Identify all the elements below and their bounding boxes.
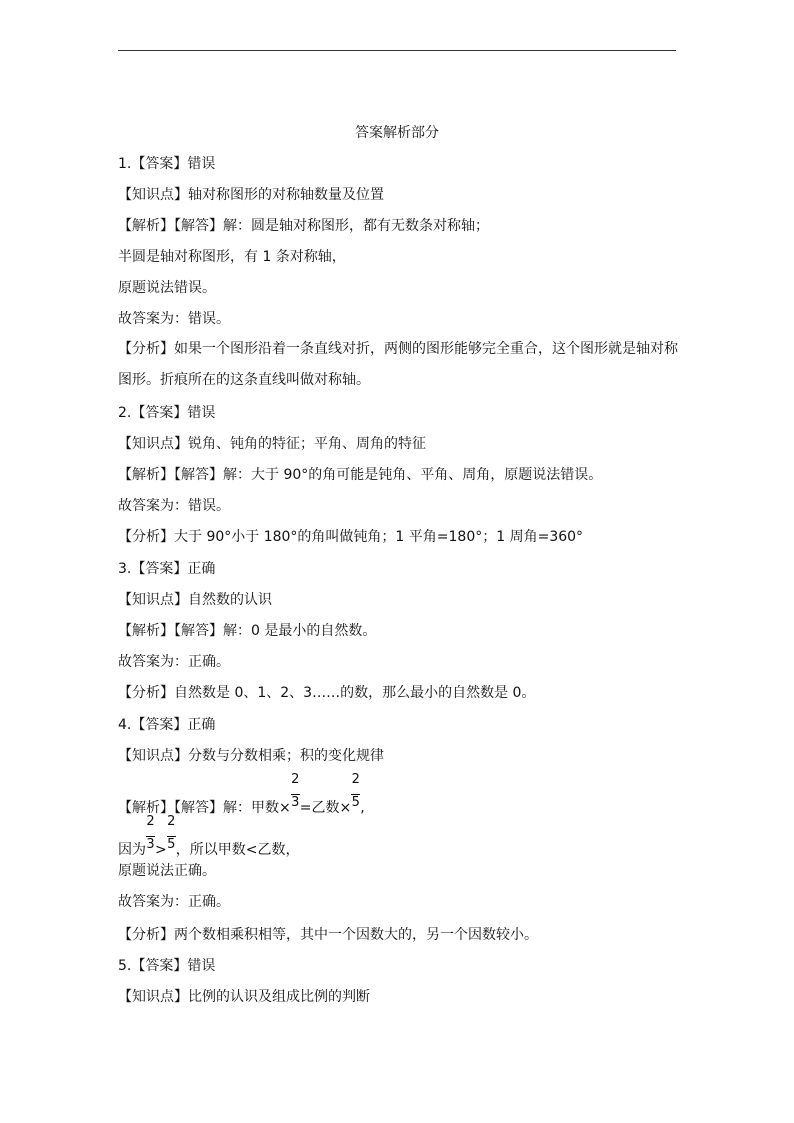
q1-knowledge: 【知识点】轴对称图形的对称轴数量及位置: [118, 187, 384, 203]
q4-answer: 4.【答案】正确: [118, 717, 216, 733]
fraction-denominator: 3: [291, 795, 300, 810]
q4-knowledge: 【知识点】分数与分数相乘；积的变化规律: [118, 748, 384, 764]
q1-answer: 1.【答案】错误: [118, 156, 216, 172]
q3-knowledge: 【知识点】自然数的认识: [118, 592, 272, 608]
q1-explain-3: 原题说法错误。: [118, 280, 216, 296]
fraction-denominator: 3: [146, 837, 155, 852]
q2-explain-1: 【解析】【解答】解：大于 90°的角可能是钝角、平角、周角，原题说法错误。: [118, 467, 603, 483]
q2-answer: 2.【答案】错误: [118, 405, 216, 421]
fraction-two-fifths: [351, 772, 360, 812]
q2-analysis: 【分析】大于 90°小于 180°的角叫做钝角；1 平角=180°；1 周角=360°: [118, 529, 584, 545]
fraction-two-thirds: [291, 772, 300, 812]
q4-explain-2-prefix: 因为: [118, 842, 146, 858]
q4-explain-2-suffix: ，所以甲数<乙数，: [175, 842, 300, 858]
q1-explain-2: 半圆是轴对称图形，有 1 条对称轴，: [118, 249, 346, 265]
q4-explain-2: [118, 814, 300, 859]
q4-analysis: 【分析】两个数相乘积相等，其中一个因数大的，另一个因数较小。: [118, 927, 538, 943]
q4-explain-1: [118, 772, 365, 817]
q2-final: 故答案为：错误。: [118, 498, 230, 514]
q5-knowledge: 【知识点】比例的认识及组成比例的判断: [118, 989, 370, 1005]
q5-answer: 5.【答案】错误: [118, 958, 216, 974]
q4-explain-3: 原题说法正确。: [118, 863, 216, 879]
fraction-numerator: 2: [291, 772, 300, 787]
q4-explain-1-mid: =乙数×: [299, 800, 352, 816]
q1-analysis: 【分析】如果一个图形沿着一条直线对折，两侧的图形能够完全重合，这个图形就是轴对称图形。折痕所在的这条直线叫做对称轴。: [118, 341, 678, 388]
q3-analysis: 【分析】自然数是 0、1、2、3……的数，那么最小的自然数是 0。: [118, 685, 536, 701]
q3-explain-1: 【解析】【解答】解：0 是最小的自然数。: [118, 623, 377, 639]
q4-explain-1-suffix: ,: [360, 800, 365, 816]
q1-explain-1: 【解析】【解答】解：圆是轴对称图形，都有无数条对称轴；: [118, 218, 489, 234]
fraction-numerator: 2: [167, 814, 176, 829]
q1-final: 故答案为：错误。: [118, 311, 230, 327]
q3-final: 故答案为：正确。: [118, 654, 230, 670]
fraction-two-fifths: [167, 814, 176, 854]
fraction-denominator: 5: [167, 837, 176, 852]
q4-final: 故答案为：正确。: [118, 894, 230, 910]
q3-answer: 3.【答案】正确: [118, 561, 216, 577]
fraction-numerator: 2: [146, 814, 155, 829]
fraction-numerator: 2: [351, 772, 360, 787]
q4-explain-2-mid: >: [155, 842, 167, 858]
fraction-two-thirds: [146, 814, 155, 854]
fraction-denominator: 5: [351, 795, 360, 810]
header-rule: [118, 50, 676, 51]
page-title: 答案解析部分: [355, 125, 439, 141]
q2-knowledge: 【知识点】锐角、钝角的特征；平角、周角的特征: [118, 436, 426, 452]
q4-explain-1-prefix: 【解析】【解答】解：甲数×: [118, 800, 291, 816]
